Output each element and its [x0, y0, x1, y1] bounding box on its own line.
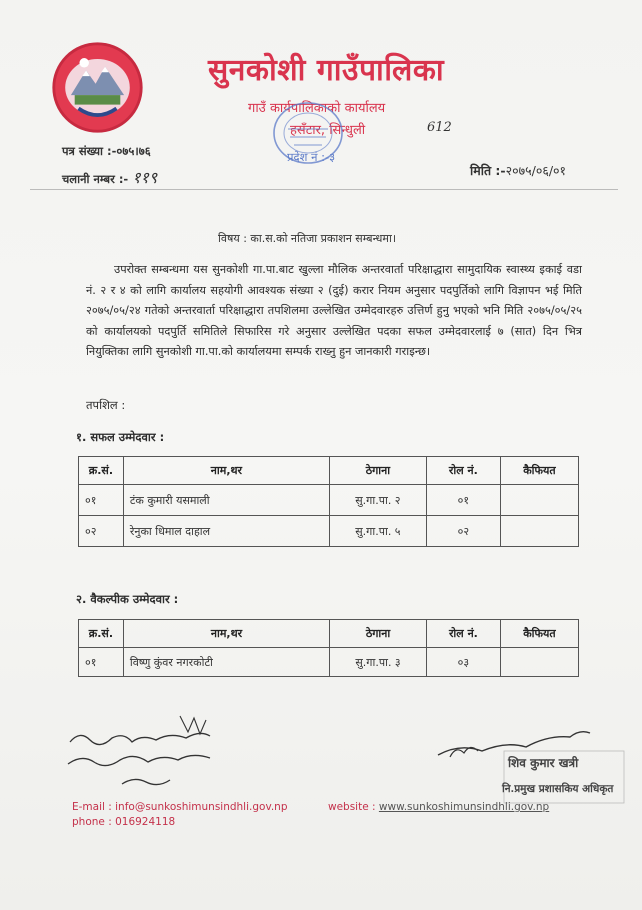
- column-header: क्र.सं.: [79, 620, 124, 648]
- table-header-row: [79, 457, 579, 485]
- subject-line: विषय : का.स.को नतिजा प्रकाशन सम्बन्धमा।: [218, 232, 396, 245]
- alternate-candidates-table: [78, 619, 579, 677]
- table-header-row: [79, 620, 579, 648]
- letter-body-text: उपरोक्त सम्बन्धमा यस सुनकोशी गा.पा.बाट खुल्ला मौलिक अन्तरवार्ता परिक्षाद्धारा सामुदायिक स्वास्थ्य इकाई वडा नं. २ र ४ को लागि कार्यालय सहयोगी आवश्यक संख्या २ (दुई) करार नियम अनुसार पदपुर्तिको लागि विज्ञापन भई मिति २०७५/०५/२४ गतेको अन्तरवार्ता परिक्षाद्धारा तपशिलमा उल्लेखित उम्मेदवारहरु उत्तिर्ण हुनु भएको भनि मिति २०७५/०५/२५ को कार्यालयको पदपुर्ति समितिले सिफारिस गरे अनुसार उल्लेखित पदका सफल उम्मेदवारलाई ७ (सात) दिन भित्र नियुक्तिका लागि सुनकोशी गा.पा.को कार्यालयमा सम्पर्क राख्नु हुन जानकारी गराइन्छ।: [86, 263, 582, 359]
- table-cell: विष्णु कुंवर नगरकोटी: [123, 648, 329, 677]
- signatory-title: नि.प्रमुख प्रशासकिय अधिकृत: [502, 783, 614, 795]
- table-cell: सु.गा.पा. २: [329, 485, 426, 516]
- column-header: रोल नं.: [426, 457, 500, 485]
- section1-heading: १. सफल उम्मेदवार :: [76, 430, 165, 444]
- website-link[interactable]: www.sunkoshimunsindhli.gov.np: [378, 801, 550, 813]
- table-cell: ०१: [79, 485, 124, 516]
- letter-number: [62, 144, 151, 159]
- date: [470, 162, 566, 179]
- details-heading: तपशिल :: [86, 398, 126, 412]
- date-value: २०७५/०६/०१: [505, 163, 567, 178]
- table-cell: [500, 648, 578, 677]
- dispatch-number-value: ११९: [132, 168, 158, 187]
- letter-body: [86, 260, 582, 363]
- column-header: कैफियत: [500, 457, 578, 485]
- column-header: क्र.सं.: [79, 457, 124, 485]
- table-cell: ०१: [426, 485, 500, 516]
- website-label: website :: [328, 801, 376, 813]
- office-name: गाउँ कार्यपालिकाको कार्यालय: [248, 101, 386, 116]
- table-cell: [500, 485, 578, 516]
- committee-signature: [60, 712, 240, 792]
- date-label: मिति :-: [470, 163, 506, 178]
- letter-number-value: ०७५।७६: [116, 144, 151, 158]
- dispatch-number: [62, 166, 157, 188]
- column-header: नाम,थर: [123, 620, 329, 648]
- footer-website: [328, 801, 549, 813]
- table-cell: सु.गा.पा. ५: [329, 516, 426, 547]
- margin-note: 612: [427, 120, 452, 135]
- table-cell: [500, 516, 578, 547]
- email-link[interactable]: info@sunkoshimunsindhli.gov.np: [115, 801, 288, 813]
- email-label: E-mail :: [72, 801, 112, 813]
- table-cell: ०३: [426, 648, 500, 677]
- table-row: [79, 516, 579, 547]
- column-header: कैफियत: [500, 620, 578, 648]
- province-number: प्रदेश नं :-३: [287, 150, 336, 164]
- table-cell: सु.गा.पा. ३: [330, 648, 427, 677]
- table-cell: रेनुका धिमाल दाहाल: [123, 516, 329, 547]
- successful-candidates-table: [78, 456, 579, 547]
- municipality-title: सुनकोशी गाउँपालिका: [208, 53, 445, 88]
- signatory-name: शिव कुमार खत्री: [508, 756, 579, 770]
- column-header: ठेगाना: [330, 620, 427, 648]
- footer-phone: [72, 816, 175, 828]
- office-location: हसँटार, सिन्धुली: [290, 123, 366, 138]
- column-header: ठेगाना: [329, 457, 426, 485]
- table-row: [79, 648, 579, 677]
- table-cell: ०१: [79, 648, 124, 677]
- dispatch-number-label: चलानी नम्बर :-: [62, 172, 129, 186]
- section2-heading: २. वैकल्पीक उम्मेदवार :: [76, 592, 179, 606]
- column-header: नाम,थर: [123, 457, 329, 485]
- table-cell: ०२: [79, 516, 124, 547]
- table-row: [79, 485, 579, 516]
- footer-email: [72, 801, 288, 813]
- phone-value: 016924118: [115, 816, 176, 828]
- column-header: रोल नं.: [426, 620, 500, 648]
- municipality-logo: [50, 40, 145, 135]
- letter-number-label: पत्र संख्या :-: [62, 144, 117, 158]
- table-cell: टंक कुमारी यसमाली: [123, 485, 329, 516]
- header-divider: [30, 189, 618, 190]
- table-cell: ०२: [426, 516, 500, 547]
- phone-label: phone :: [72, 816, 112, 828]
